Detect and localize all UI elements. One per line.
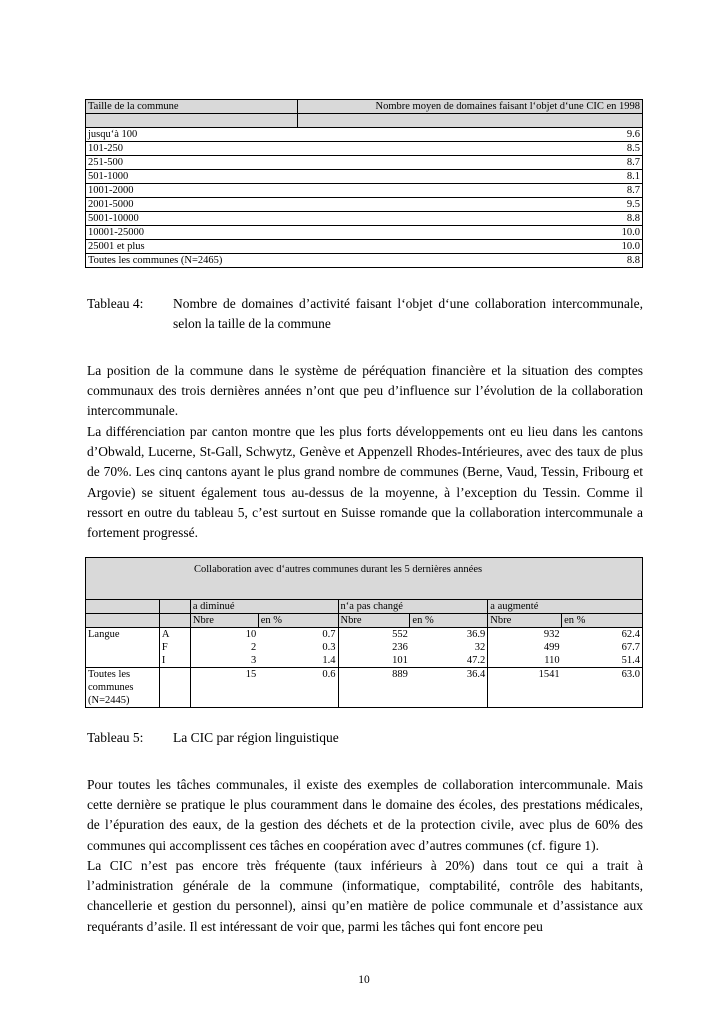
table-row: 1001-2000 8.7 <box>86 184 643 198</box>
table4-caption-text: Nombre de domaines d’activité faisant l‘objet d‘une collaboration intercommunale, selon la taille de la commune <box>173 296 643 331</box>
table5-caption-label: Tableau 5: <box>87 730 144 745</box>
table-row: 501-1000 8.1 <box>86 170 643 184</box>
table4-header-right: Nombre moyen de domaines faisant l‘objet d‘une CIC en 1998 <box>298 100 643 114</box>
table-row: 251-500 8.7 <box>86 156 643 170</box>
table5-col-pct: en % <box>258 614 338 628</box>
table5-col-nbre: Nbre <box>190 614 258 628</box>
table4-caption-label: Tableau 4: <box>87 296 144 311</box>
table5-row-group-label: Langue <box>86 628 160 642</box>
table-row: 2001-5000 9.5 <box>86 198 643 212</box>
table5-total-label: Toutes les communes (N=2445) <box>86 668 160 708</box>
table5-group-unchanged: n‘a pas changé <box>338 600 488 614</box>
paragraph: La CIC n’est pas encore très fréquente (taux inférieurs à 20%) dans tout ce qui a trait à l’administration générale de la commune (informatique, comptabilité, contrôle des habitants, chancellerie et gestion du personnel), ainsi qu’en matière de police communale et d’assistance aux requérants d’asile. Il est intéressant de voir que, parmi les tâches qui font encore peu <box>87 858 643 934</box>
table4-header-left: Taille de la commune <box>86 100 298 114</box>
table5-group-increased: a augmenté <box>488 600 643 614</box>
table-row: Langue A 10 0.7 552 36.9 932 62.4 <box>86 628 643 642</box>
paragraph: Pour toutes les tâches communales, il existe des exemples de collaboration intercommunale. Mais cette dernière se pratique le plus couramment dans le domaine des écoles, des prestations médicales, de l’épuration des eaux, de la gestion des déchets et de la protection civile, avec plus de 60% des communes qui accomplissent ces tâches en coopération avec d’autres communes (cf. figure 1). <box>87 777 643 853</box>
table-row: 25001 et plus 10.0 <box>86 240 643 254</box>
table-row: Toutes les communes (N=2465) 8.8 <box>86 254 643 268</box>
table-row: 5001-10000 8.8 <box>86 212 643 226</box>
table-row-total: Toutes les communes (N=2445) 15 0.6 889 36.4 1541 63.0 <box>86 668 643 708</box>
table5-col-pct: en % <box>410 614 488 628</box>
page-number: 10 <box>358 974 370 986</box>
table4-caption <box>87 294 643 336</box>
table5-group-decreased: a diminué <box>190 600 338 614</box>
table5-banner: Collaboration avec d‘autres communes durant les 5 dernières années <box>194 564 483 575</box>
table-row: 101-250 8.5 <box>86 142 643 156</box>
table-4 <box>85 99 643 268</box>
table-row: I 3 1.4 101 47.2 110 51.4 <box>86 654 643 668</box>
table-row: jusqu‘à 100 9.6 <box>86 128 643 142</box>
table5-col-nbre: Nbre <box>488 614 562 628</box>
table5-col-nbre: Nbre <box>338 614 410 628</box>
table-5 <box>85 557 643 708</box>
table-row: 10001-25000 10.0 <box>86 226 643 240</box>
paragraph: La position de la commune dans le système de péréquation financière et la situation des comptes communaux des trois dernières années n’ont que peu d’influence sur l’évolution de la collaboration intercommunale. <box>87 363 643 419</box>
paragraph: La différenciation par canton montre que les plus forts développements ont eu lieu dans les cantons d’Obwald, Lucerne, St-Gall, Schwytz, Genève et Appenzell Rhodes-Intérieures, avec des taux de plus de 70%. Les cinq cantons ayant le plus grand nombre de communes (Berne, Vaud, Tessin, Fribourg et Argovie) se situent également tous au-dessus de la moyenne, à l’exception du Tessin. Comme il ressort en outre du tableau 5, c’est surtout en Suisse romande que la collaboration intercommunale a fortement progressé. <box>87 424 643 541</box>
table5-col-pct: en % <box>562 614 643 628</box>
table-row: F 2 0.3 236 32 499 67.7 <box>86 641 643 654</box>
table5-caption-text: La CIC par région linguistique <box>173 730 339 745</box>
table5-caption <box>87 728 643 750</box>
